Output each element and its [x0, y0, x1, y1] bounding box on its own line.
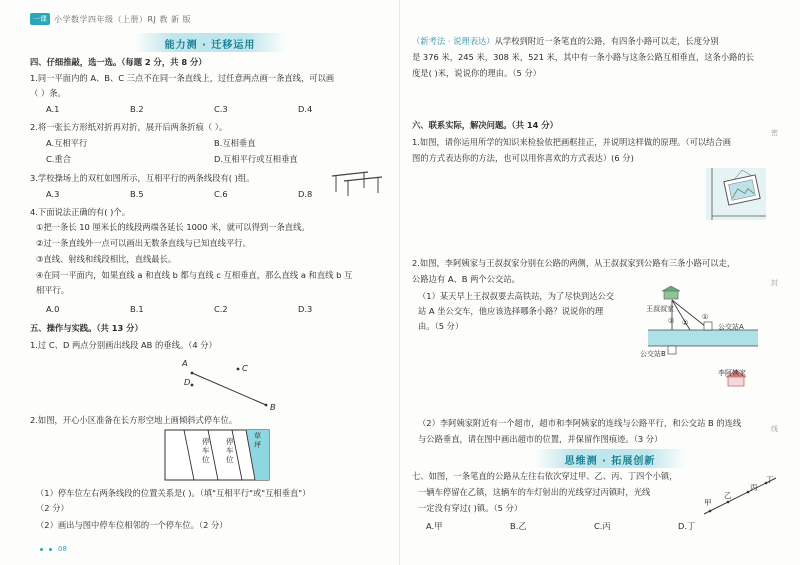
town-ding-label: 丁: [766, 475, 774, 484]
seal-line-feng: 封: [771, 279, 778, 287]
parallel-bars-figure: [328, 168, 388, 198]
banner-title: 能力测 · 迁移运用: [164, 39, 256, 51]
q6-2-line2: 公路边有 A、B 两个公交站。: [412, 274, 520, 284]
q5-1-line1: 1.过 C、D 两点分别画出线段 AB 的垂线。（4 分）: [30, 340, 217, 350]
q5-2-sub1b: （2 分）: [36, 503, 69, 513]
page-dot-icon: [49, 548, 52, 551]
map-wang-label: 王叔叔家: [646, 305, 674, 313]
q4-option-b[interactable]: B.1: [130, 304, 144, 314]
q7-option-b[interactable]: B.乙: [510, 521, 527, 531]
q4-option-a[interactable]: A.0: [46, 304, 60, 314]
q1-option-b[interactable]: B.2: [130, 104, 144, 114]
q4-statement-2: ②过一条直线外一点可以画出无数条直线与已知直线平行。: [36, 238, 251, 248]
q2-option-c[interactable]: C.重合: [46, 154, 72, 164]
q1-option-a[interactable]: A.1: [46, 104, 60, 114]
q4-option-d[interactable]: D.3: [298, 304, 313, 314]
map-path-1-label: ①: [702, 313, 709, 321]
q6-2-sub1b: 站 A 坐公交车，他应该选择哪条小路？说说你的理: [418, 306, 604, 316]
ability-banner: [60, 35, 360, 49]
q2-line1: 2.将一张长方形纸对折再对折，展开后两条折痕（ ）。: [30, 122, 228, 132]
q5-2-line1: 2.如图，开心小区准备在长方形空地上画倾斜式停车位。: [30, 415, 238, 425]
map-path-2-label: ②: [682, 319, 689, 327]
q2-option-b[interactable]: B.互相垂直: [214, 138, 256, 148]
q2-option-d[interactable]: D.互相平行或互相垂直: [214, 154, 298, 164]
q6-2-sub2a: （2）李阿姨家附近有一个超市，超市和李阿姨家的连线与公路平行，和公交站 B 的连线: [418, 418, 742, 428]
q7-line1: 七、如图，一条笔直的公路从左往右依次穿过甲、乙、丙、丁四个小镇，: [412, 471, 678, 481]
map-path-3-label: ③: [668, 317, 675, 325]
point-a-label: A: [182, 358, 188, 368]
page-header: [30, 13, 191, 25]
point-d-label: D: [184, 377, 191, 387]
q3-option-d[interactable]: D.8: [298, 189, 313, 199]
seal-line-mi: 密: [771, 129, 778, 137]
picture-frame-figure: [706, 168, 766, 220]
q6-2-line1: 2.如图，李阿姨家与王叔叔家分别在公路的两侧，从王叔叔家到公路有三条小路可以走，: [412, 258, 736, 268]
q5-2-sub1a: （1）停车位左右两条线段的位置关系是( )。（填"互相平行"或"互相垂直"）: [36, 488, 311, 498]
point-c-label: C: [242, 363, 248, 373]
q7-line2: 一辆车停留在乙镇，这辆车的车灯射出的光线穿过丙镇时，光线: [418, 487, 651, 497]
q7-option-c[interactable]: C.丙: [594, 521, 611, 531]
section-5-title: 五、操作与实践。（共 13 分）: [30, 323, 143, 333]
q6-2-sub1a: （1）某天早上王叔叔要去高铁站，为了尽快到达公交: [418, 291, 615, 301]
parking-spot-2-label: 停车位: [226, 437, 234, 464]
rq3-line1: [412, 36, 719, 47]
section-4-title: 四、仔细推敲，选一选。（每题 2 分，共 8 分）: [30, 57, 207, 67]
parking-spot-1-label: 停车位: [202, 437, 210, 464]
q4-statement-4a: ④在同一平面内，如果直线 a 和直线 b 都与直线 c 互相垂直，那么直线 a 和直线 b 互: [36, 270, 353, 280]
q6-1-line1: 1.如图，请你运用所学的知识来检验依把画框挂正，并说明这样做的原理。（可以结合画: [412, 137, 732, 147]
section-6-title: 六、联系实际，解决问题。（共 14 分）: [412, 120, 558, 130]
q1-option-c[interactable]: C.3: [214, 104, 228, 114]
rq3-line2: 是 376 米，245 米，308 米，521 米，其中有一条小路与这条公路互相垂直，这条小路的长: [412, 52, 755, 62]
q7-option-a[interactable]: A.甲: [426, 521, 443, 531]
q1-line1: 1.同一平面内的 A、B、C 三点不在同一条直线上，过任意两点画一条直线，可以画: [30, 73, 335, 83]
q4-statement-3: ③直线、射线和线段相比，直线最长。: [36, 254, 177, 264]
q3-line1: 3.学校操场上的双杠如图所示，互相平行的两条线段有( )组。: [30, 173, 255, 183]
q5-2-sub2: （2）画出与图中停车位相邻的一个停车位。（2 分）: [36, 520, 228, 530]
q2-option-a[interactable]: A.互相平行: [46, 138, 88, 148]
banner-title-2: 思维测 · 拓展创新: [564, 455, 656, 467]
page-spine: [399, 0, 400, 565]
town-jia-label: 甲: [704, 498, 712, 507]
q4-statement-4b: 相平行。: [36, 285, 70, 295]
rq3-line1-rest: 从学校到附近一条笔直的公路，有四条小路可以走，长度分别: [494, 36, 719, 46]
grass-label: 草坪: [254, 432, 261, 449]
q6-2-sub1c: 由。（5 分）: [418, 321, 464, 331]
publisher-logo: 一课: [30, 13, 50, 25]
page-number-text: 08: [58, 545, 67, 553]
town-bing-label: 丙: [750, 483, 758, 492]
q1-line2: （ ）条。: [30, 88, 66, 98]
map-li-label: 李阿姨家: [718, 369, 746, 377]
q1-option-d[interactable]: D.4: [298, 104, 313, 114]
q4-line1: 4.下面说法正确的有( )个。: [30, 207, 130, 217]
q7-line3: 一定没有穿过( )镇。（5 分）: [418, 503, 523, 513]
page-number: [40, 545, 67, 553]
q3-option-b[interactable]: B.5: [130, 189, 144, 199]
q6-2-sub2b: 与公路垂直，请在图中画出超市的位置，并保留作图痕迹。（3 分）: [418, 434, 663, 444]
rq3-line3: 度是( )米，说说你的理由。（5 分）: [412, 68, 542, 78]
q6-1-line2: 图的方式表达你的方法，也可以用你喜欢的方式表达）(6 分): [412, 153, 634, 163]
point-b-label: B: [270, 402, 276, 412]
header-text: 小学数学四年级（上册）RJ 教 新 版: [54, 14, 192, 24]
thinking-banner: [460, 451, 760, 465]
page-dot-icon: [40, 548, 43, 551]
town-yi-label: 乙: [724, 491, 732, 500]
q7-option-d[interactable]: D.丁: [678, 521, 696, 531]
q3-option-c[interactable]: C.6: [214, 189, 228, 199]
rq3-tag: （新考法 · 说理表达）: [412, 36, 495, 46]
map-stop-a-label: 公交站A: [718, 323, 744, 331]
seal-line-xian: 线: [771, 425, 778, 433]
q4-option-c[interactable]: C.2: [214, 304, 228, 314]
q4-statement-1: ①把一条长 10 厘米长的线段两端各延长 1000 米，就可以得到一条直线。: [36, 222, 310, 232]
map-stop-b-label: 公交站B: [640, 350, 666, 358]
q3-option-a[interactable]: A.3: [46, 189, 60, 199]
